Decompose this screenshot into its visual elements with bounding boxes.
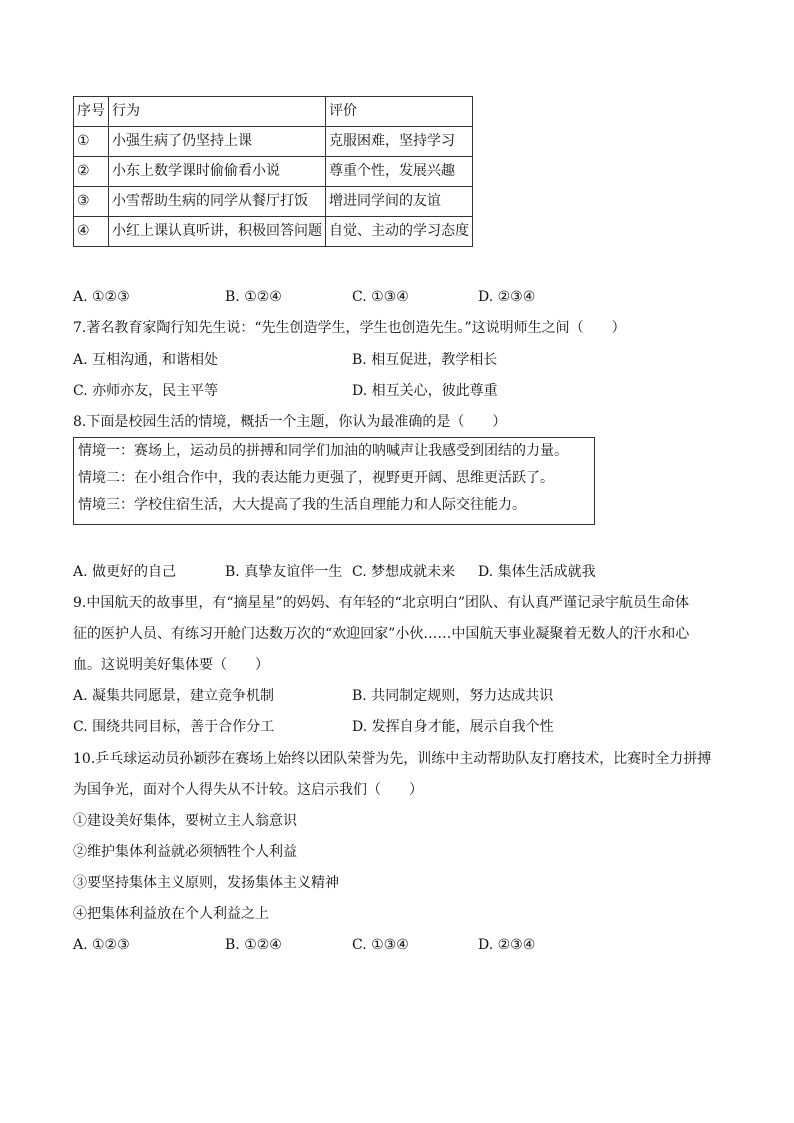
table-cell: 小雪帮助生病的同学从餐厅打饭 (109, 187, 326, 217)
q8-stem: 8.下面是校园生活的情境，概括一个主题，你认为最准确的是（ ） (73, 414, 507, 430)
table-cell: 增进同学间的友谊 (326, 187, 473, 217)
table-cell: ④ (74, 217, 109, 247)
q10-stem-line2: 为国争光，面对个人得失从不计较。这启示我们（ ） (73, 782, 423, 798)
table-header-cell: 行为 (109, 97, 326, 127)
table-cell: ① (74, 127, 109, 157)
q6-option-d[interactable]: D. ②③④ (478, 289, 536, 305)
q8-scenario-box (73, 437, 595, 525)
table-row (74, 157, 473, 187)
q7-option-d[interactable]: D. 相互关心，彼此尊重 (352, 383, 498, 399)
q10-item-4: ④把集体利益放在个人利益之上 (73, 906, 269, 922)
q6-option-b[interactable]: B. ①②④ (225, 289, 282, 305)
q9-stem-line2: 征的医护人员、有练习开舱门达数万次的“欢迎回家”小伙……中国航天事业凝聚着无数人的汗水和心 (73, 626, 690, 642)
q7-option-a[interactable]: A. 互相沟通，和谐相处 (73, 352, 219, 368)
table-cell: 小强生病了仍坚持上课 (109, 127, 326, 157)
q10-option-c[interactable]: C. ①③④ (352, 937, 409, 953)
q7-option-c[interactable]: C. 亦师亦友，民主平等 (73, 383, 219, 399)
q9-option-c[interactable]: C. 围绕共同目标，善于合作分工 (73, 719, 275, 735)
q7-option-b[interactable]: B. 相互促进，教学相长 (352, 352, 498, 368)
table-row (74, 187, 473, 217)
q9-option-a[interactable]: A. 凝集共同愿景，建立竞争机制 (73, 688, 275, 704)
q9-options-row1 (73, 686, 723, 706)
table-cell: 小东上数学课时偷偷看小说 (109, 157, 326, 187)
q10-item-1: ①建设美好集体，要树立主人翁意识 (73, 813, 297, 829)
table-header-cell: 评价 (326, 97, 473, 127)
table-cell: 克服困难，坚持学习 (326, 127, 473, 157)
q8-scenario-2: 情境二：在小组合作中，我的表达能力更强了，视野更开阔、思维更活跃了。 (78, 470, 554, 486)
q7-options-row1 (73, 350, 723, 370)
table-row (74, 217, 473, 247)
q8-option-c[interactable]: C. 梦想成就未来 (352, 564, 456, 580)
q9-options-row2 (73, 717, 723, 737)
q9-option-b[interactable]: B. 共同制定规则，努力达成共识 (352, 688, 554, 704)
q9-stem-line3: 血。这说明美好集体要（ ） (73, 657, 269, 673)
q7-options-row2 (73, 381, 723, 401)
q9-option-d[interactable]: D. 发挥自身才能，展示自我个性 (352, 719, 554, 735)
behavior-evaluation-table (73, 96, 473, 247)
q10-item-2: ②维护集体利益就必须牺牲个人利益 (73, 844, 297, 860)
q10-item-3: ③要坚持集体主义原则，发扬集体主义精神 (73, 875, 339, 891)
q10-option-d[interactable]: D. ②③④ (478, 937, 536, 953)
q7-stem: 7.著名教育家陶行知先生说：“先生创造学生，学生也创造先生。”这说明师生之间（ ） (73, 320, 626, 336)
q6-options (73, 287, 723, 307)
q8-scenario-3: 情境三：学校住宿生活，大大提高了我的生活自理能力和人际交往能力。 (78, 497, 526, 513)
q10-options (73, 935, 723, 955)
table-cell: ③ (74, 187, 109, 217)
q10-stem-line1: 10.乒乓球运动员孙颖莎在赛场上始终以团队荣誉为先，训练中主动帮助队友打磨技术，比赛时全力拼搏 (73, 751, 712, 767)
q8-option-b[interactable]: B. 真挚友谊伴一生 (225, 564, 343, 580)
q8-scenario-1: 情境一：赛场上，运动员的拼搏和同学们加油的呐喊声让我感受到团结的力量。 (78, 443, 568, 459)
q9-stem-line1: 9.中国航天的故事里，有“摘星星”的妈妈、有年轻的“北京明白”团队、有认真严谨记录宇航员生命体 (73, 595, 689, 611)
q8-options (73, 562, 723, 582)
q6-option-c[interactable]: C. ①③④ (352, 289, 409, 305)
table-cell: 尊重个性，发展兴趣 (326, 157, 473, 187)
q10-option-a[interactable]: A. ①②③ (73, 937, 130, 953)
table-cell: 自觉、主动的学习态度 (326, 217, 473, 247)
q6-option-a[interactable]: A. ①②③ (73, 289, 130, 305)
q8-option-a[interactable]: A. 做更好的自己 (73, 564, 177, 580)
table-cell: 小红上课认真听讲，积极回答问题 (109, 217, 326, 247)
table-row (74, 127, 473, 157)
table-header-cell: 序号 (74, 97, 109, 127)
q10-option-b[interactable]: B. ①②④ (225, 937, 282, 953)
table-header-row (74, 97, 473, 127)
table-cell: ② (74, 157, 109, 187)
q8-option-d[interactable]: D. 集体生活成就我 (478, 564, 596, 580)
